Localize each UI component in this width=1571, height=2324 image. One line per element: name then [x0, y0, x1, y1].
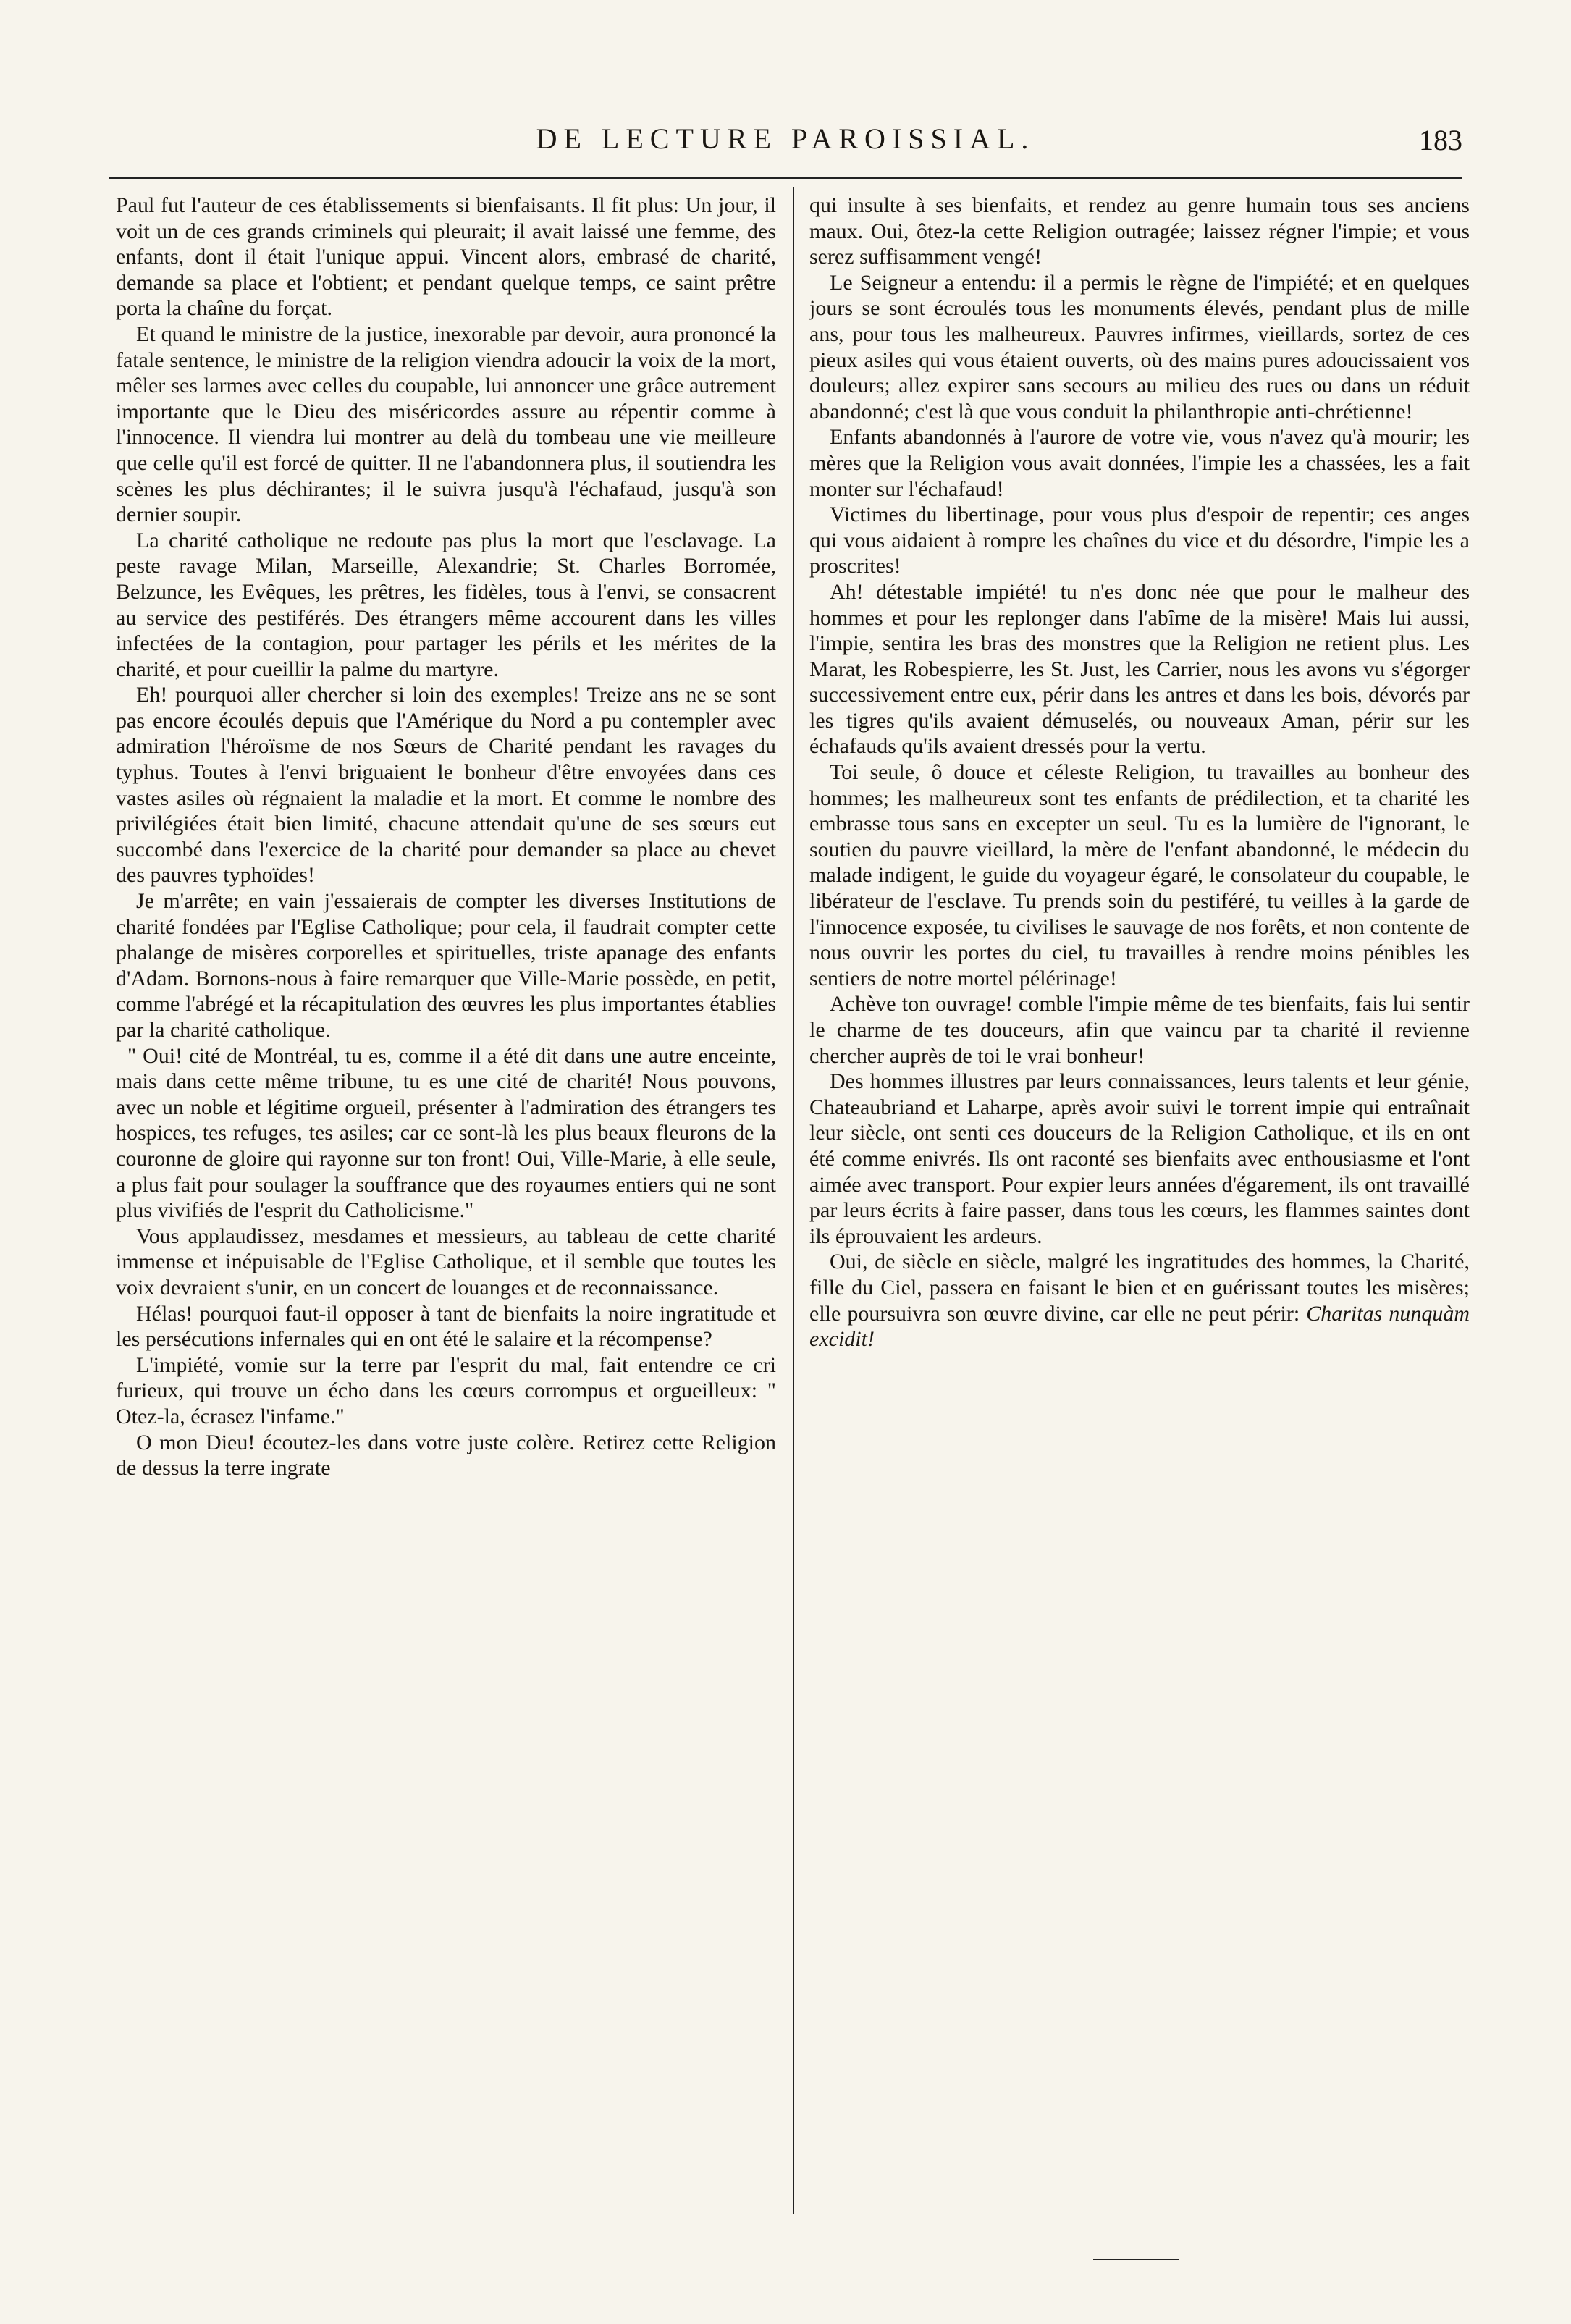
end-rule — [1093, 2259, 1179, 2260]
column-divider — [793, 187, 794, 2214]
running-head — [109, 122, 1462, 165]
paragraph: Ah! détestable impiété! tu n'es donc née que pour le malheur des hommes et pour les replonger dans l'abîme de la misère! Mais lui aussi, l'impie, sentira les bras des monstres que la Religion ne retient plus. Les Marat, les Robespierre, les St. Just, les Carrier, nous les avons vu s'égorger successivement entre eux, périr dans les antres et dans les bois, dévorés par les tigres qu'ils avaient démuselés, ou nouveaux Aman, périr sur les échafauds qu'ils avaient dressés pour la vertu. — [809, 579, 1470, 759]
paragraph: Le Seigneur a entendu: il a permis le règne de l'impiété; et en quelques jours se sont écroulés tous les monuments élevés, pendant plus de mille ans, pour tous les malheureux. Pauvres infirmes, vieillards, sortez de ces pieux asiles qui vous étaient ouverts, où des mains pures adoucissaient vos douleurs; allez expirer sans secours au milieu des rues ou dans un réduit abandonné; c'est là que vous conduit la philanthropie anti-chrétienne! — [809, 270, 1470, 424]
paragraph: L'impiété, vomie sur la terre par l'esprit du mal, fait entendre ce cri furieux, qui trouve un écho dans les cœurs corrompus et orgueilleux: " Otez-la, écrasez l'infame." — [116, 1352, 776, 1428]
paragraph: Et quand le ministre de la justice, inexorable par devoir, aura prononcé la fatale sentence, le ministre de la religion viendra adoucir la voix de la mort, mêler ses larmes avec celles du coupable, lui annoncer une grâce autrement importante que le Dieu des miséricordes assure au répentir comme à l'innocence. Il viendra lui montrer au delà du tombeau une vie meilleure que celle qu'il est forcé de quitter. Il ne l'abandonnera plus, il soutiendra les scènes les plus déchirantes; il le suivra jusqu'à l'échafaud, jusqu'à son dernier soupir. — [116, 321, 776, 527]
paragraph: Paul fut l'auteur de ces établissements si bienfaisants. Il fit plus: Un jour, il voit un de ces grands criminels qui pleurait; il avait laissé une femme, des enfants, dont il était l'unique appui. Vincent alors, embrasé de charité, demande sa place et l'obtient; et pendant quelque temps, ce saint prêtre porta la chaîne du forçat. — [116, 193, 776, 321]
paragraph: Des hommes illustres par leurs connaissances, leurs talents et leur génie, Chateaubriand et Laharpe, après avoir suivi le torrent impie qui entraînait leur siècle, ont senti ces douceurs de la Religion Catholique, et ils en ont été comme enivrés. Ils ont raconté ses bienfaits avec enthousiasme et l'ont aimée avec transport. Pour expier leurs années d'égarement, ils ont travaillé par leurs écrits à faire passer, dans tous les cœurs, les flammes saintes dont ils éprouvaient les ardeurs. — [809, 1069, 1470, 1248]
paragraph: Vous applaudissez, mesdames et messieurs, au tableau de cette charité immense et inépuisable de l'Eglise Catholique, et il semble que toutes les voix devraient s'unir, en un concert de louanges et de reconnaissance. — [116, 1224, 776, 1300]
final-paragraph — [809, 1249, 1470, 1352]
paragraph: Achève ton ouvrage! comble l'impie même de tes bienfaits, fais lui sentir le charme de tes douceurs, afin que vaincu par ta charité il revienne chercher auprès de toi le vrai bonheur! — [809, 992, 1470, 1068]
left-column — [116, 193, 776, 1481]
paragraph: O mon Dieu! écoutez-les dans votre juste colère. Retirez cette Religion de dessus la terre ingrate — [116, 1430, 776, 1481]
right-column — [809, 193, 1470, 1352]
paragraph: qui insulte à ses bienfaits, et rendez au genre humain tous ses anciens maux. Oui, ôtez-la cette Religion outragée; laissez régner l'impie; et vous serez suffisamment vengé! — [809, 193, 1470, 269]
header-rule — [109, 177, 1462, 179]
paragraph: Victimes du libertinage, pour vous plus d'espoir de repentir; ces anges qui vous aidaient à rompre les chaînes du vice et du désordre, l'impie les a proscrites! — [809, 502, 1470, 578]
quoted-paragraph: " Oui! cité de Montréal, tu es, comme il a été dit dans une autre enceinte, mais dans cette même tribune, tu es une cité de charité! Nous pouvons, avec un noble et légitime orgueil, présenter à l'admiration des étrangers tes hospices, tes refuges, tes asiles; car ce sont-là les plus beaux fleurons de la couronne de gloire qui rayonne sur ton front! Oui, Ville-Marie, à elle seule, a plus fait pour soulager la souffrance que des royaumes entiers qui ne sont plus vivifiés de l'esprit du Catholicisme." — [116, 1043, 776, 1223]
final-paragraph-text: Oui, de siècle en siècle, malgré les ingratitudes des hommes, la Charité, fille du Ciel, passera en faisant le bien et en guérissant toutes les misères; elle poursuivra son œuvre divine, car elle ne peut périr: — [809, 1250, 1470, 1326]
paragraph: Toi seule, ô douce et céleste Religion, tu travailles au bonheur des hommes; les malheureux sont tes enfants de prédilection, et ta charité les embrasse tous sans en excepter un seul. Tu es la lumière de l'ignorant, le soutien du pauvre vieillard, la mère de l'enfant abandonné, le médecin du malade indigent, le guide du voyageur égaré, le consolateur du coupable, le libérateur de l'esclave. Tu prends soin du pestiféré, tu veilles à la garde de l'innocence exposée, tu civilises le sauvage de nos forêts, et non contente de nous ouvrir les portes du ciel, tu travailles à rendre moins pénibles les sentiers de notre mortel pélérinage! — [809, 760, 1470, 990]
paragraph: Je m'arrête; en vain j'essaierais de compter les diverses Institutions de charité fondées par l'Eglise Catholique; pour cela, il faudrait compter cette phalange de misères corporelles et spirituelles, triste apanage des enfants d'Adam. Bornons-nous à faire remarquer que Ville-Marie possède, en petit, comme l'abrégé et la récapitulation des œuvres les plus importantes établies par la charité catholique. — [116, 889, 776, 1042]
paragraph: Eh! pourquoi aller chercher si loin des exemples! Treize ans ne se sont pas encore écoulés depuis que l'Amérique du Nord a pu contempler avec admiration l'héroïsme de nos Sœurs de Charité pendant les ravages du typhus. Toutes à l'envi briguaient le bonheur d'être envoyées dans ces vastes asiles où régnaient la maladie et la mort. Et comme le nombre des privilégiées était bien limité, chacune attendait qu'une de ses sœurs eut succombé dans l'exercice de la charité pour demander sa place au chevet des pauvres typhoïdes! — [116, 683, 776, 888]
running-title: DE LECTURE PAROISSIAL. — [536, 122, 1035, 155]
paragraph: La charité catholique ne redoute pas plus la mort que l'esclavage. La peste ravage Milan, Marseille, Alexandrie; St. Charles Borromée, Belzunce, les Evêques, les prêtres, les fidèles, tous à l'envi, se consacrent au service des pestiférés. Des étrangers même accourent dans les villes infectées de la contagion, pour partager les périls et les mérites de la charité, et pour cueillir la palme du martyre. — [116, 528, 776, 681]
paragraph: Hélas! pourquoi faut-il opposer à tant de bienfaits la noire ingratitude et les persécutions infernales qui en ont été le salaire et la récompense? — [116, 1301, 776, 1352]
latin-motto: Charitas nunquàm excidit! — [809, 1301, 1470, 1352]
paragraph: Enfants abandonnés à l'aurore de votre vie, vous n'avez qu'à mourir; les mères que la Religion vous avait données, l'impie les a chassées, les a fait monter sur l'échafaud! — [809, 425, 1470, 501]
page-number: 183 — [1419, 124, 1462, 156]
